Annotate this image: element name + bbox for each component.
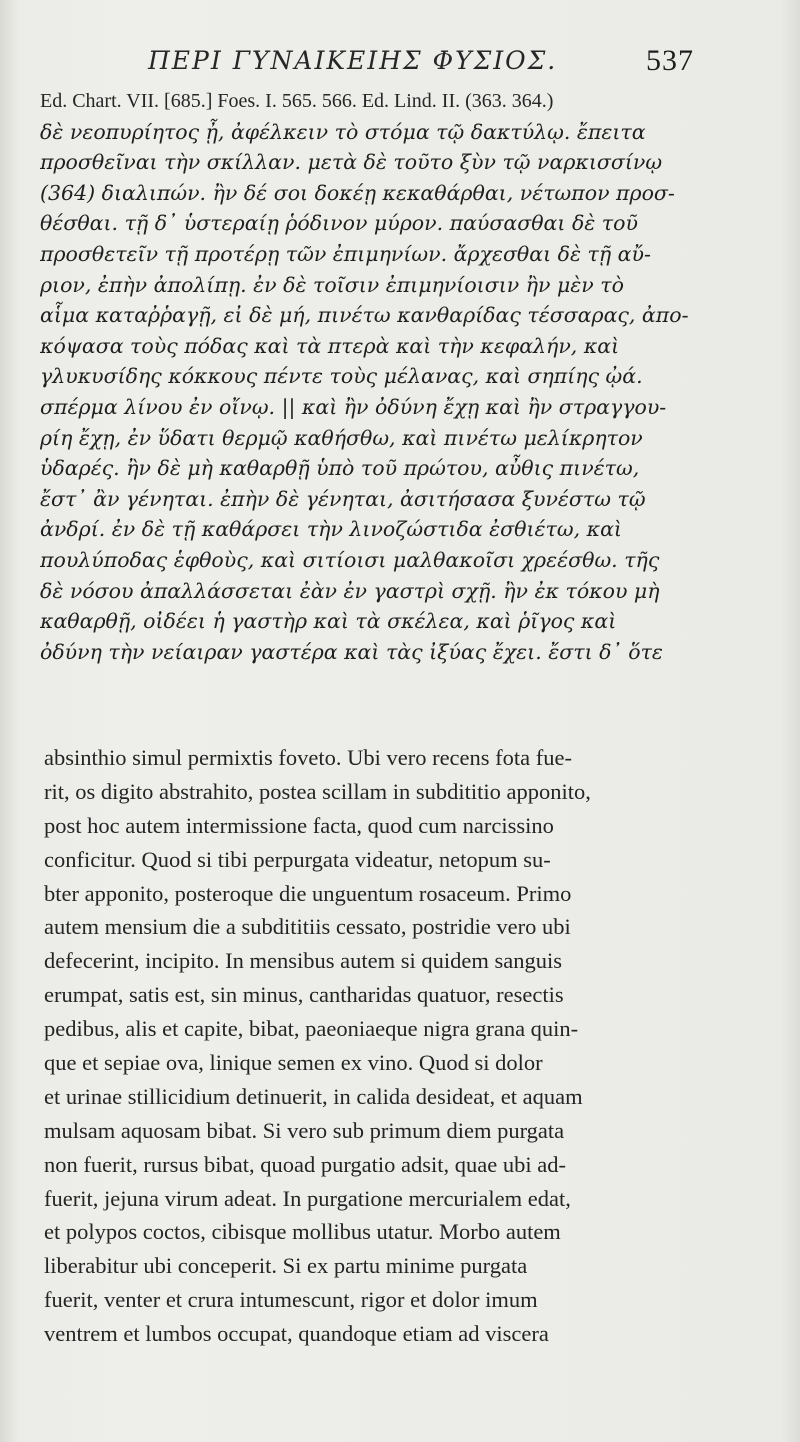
latin-line: pedibus, alis et capite, bibat, paeoniaeque nigra grana quin- <box>44 1016 579 1042</box>
page-header <box>0 0 800 100</box>
latin-line: post hoc autem intermissione facta, quod cum narcissino <box>44 812 554 838</box>
latin-text-block <box>44 741 774 1351</box>
greek-line: κόψασα τοὺς πόδας καὶ τὰ πτερὰ καὶ τὴν κεφαλήν, καὶ <box>40 333 620 358</box>
latin-line: fuerit, venter et crura intumescunt, rigor et dolor imum <box>44 1287 538 1313</box>
greek-line: πουλύποδας ἑφθοὺς, καὶ σιτίοισι μαλθακοῖσι χρεέσθω. τῆς <box>40 547 660 572</box>
greek-line: θέσθαι. τῇ δ᾽ ὑστεραίῃ ῥόδινον μύρον. παύσασθαι δὲ τοῦ <box>40 211 638 236</box>
latin-line: et polypos coctos, cibisque mollibus utatur. Morbo autem <box>44 1219 561 1245</box>
latin-line: non fuerit, rursus bibat, quoad purgatio adsit, quae ubi ad- <box>44 1151 566 1177</box>
latin-line: et urinae stillicidium detinuerit, in calida desideat, et aquam <box>44 1083 583 1109</box>
latin-line: que et sepiae ova, linique semen ex vino. Quod si dolor <box>44 1050 543 1076</box>
greek-line: ὑδαρές. ἢν δὲ μὴ καθαρθῇ ὑπὸ τοῦ πρώτου, αὖθις πινέτω, <box>40 456 640 481</box>
latin-line: conficitur. Quod si tibi perpurgata videatur, netopum su- <box>44 846 551 872</box>
greek-line: ἀνδρί. ἐν δὲ τῇ καθάρσει τὴν λινοζώστιδα ἐσθιέτω, καὶ <box>40 517 622 542</box>
greek-line: σπέρμα λίνου ἐν οἴνῳ. || καὶ ἢν ὀδύνη ἔχῃ καὶ ἢν στραγγου- <box>40 394 667 419</box>
greek-line: δὲ νόσου ἀπαλλάσσεται ἐὰν ἐν γαστρὶ σχῇ. ἢν ἐκ τόκου μὴ <box>40 578 660 603</box>
greek-line: (364) διαλιπών. ἢν δέ σοι δοκέῃ κεκαθάρθαι, νέτωπον προσ- <box>40 180 675 205</box>
running-title: ΠΕΡΙ ΓΥΝΑΙΚΕΙΗΣ ΦΥΣΙΟΣ. <box>148 46 558 75</box>
greek-line: καθαρθῇ, οἰδέει ἡ γαστὴρ καὶ τὰ σκέλεα, καὶ ῥῖγος καὶ <box>40 609 617 634</box>
latin-line: bter apponito, posteroque die unguentum rosaceum. Primo <box>44 880 572 906</box>
latin-line: erumpat, satis est, sin minus, cantharidas quatuor, resectis <box>44 982 564 1008</box>
greek-line: γλυκυσίδης κόκκους πέντε τοὺς μέλανας, καὶ σηπίης ᾠά. <box>40 364 643 389</box>
latin-line: absinthio simul permixtis foveto. Ubi vero recens fota fue- <box>44 745 572 770</box>
latin-line: mulsam aquosam bibat. Si vero sub primum diem purgata <box>44 1117 565 1143</box>
greek-line: δὲ νεοπυρίητος ᾖ, ἀφέλκειν τὸ στόμα τῷ δακτύλῳ. ἔπειτα <box>40 119 646 144</box>
latin-line: liberabitur ubi conceperit. Si ex partu minime purgata <box>44 1253 528 1279</box>
latin-line: defecerint, incipito. In mensibus autem si quidem sanguis <box>44 948 563 974</box>
edition-references: Ed. Chart. VII. [685.] Foes. I. 565. 566. Ed. Lind. II. (363. 364.) <box>40 90 554 112</box>
greek-line: ἔστ᾽ ἂν γένηται. ἐπὴν δὲ γένηται, ἀσιτήσασα ξυνέστω τῷ <box>40 486 646 511</box>
greek-line: ὀδύνη τὴν νείαιραν γαστέρα καὶ τὰς ἰξύας ἔχει. ἔστι δ᾽ ὅτε <box>40 639 663 664</box>
greek-text-block <box>40 86 770 667</box>
latin-line: rit, os digito abstrahito, postea scillam in subdititio apponito, <box>44 778 591 804</box>
greek-line: προσθετεῖν τῇ προτέρῃ τῶν ἐπιμηνίων. ἄρχεσθαι δὲ τῇ αὔ- <box>40 241 651 266</box>
greek-line: αἷμα καταῤῥαγῇ, εἰ δὲ μή, πινέτω κανθαρίδας τέσσαρας, ἀπο- <box>40 303 689 328</box>
latin-line: fuerit, jejuna virum adeat. In purgatione mercurialem edat, <box>44 1185 571 1211</box>
latin-line: autem mensium die a subdititiis cessato, postridie vero ubi <box>44 914 571 940</box>
latin-line: ventrem et lumbos occupat, quandoque etiam ad viscera <box>44 1321 549 1347</box>
greek-line: ρίη ἔχῃ, ἐν ὕδατι θερμῷ καθήσθω, καὶ πινέτω μελίκρητον <box>40 425 643 450</box>
page-number: 537 <box>646 44 694 77</box>
greek-line: προσθεῖναι τὴν σκίλλαν. μετὰ δὲ τοῦτο ξὺν τῷ ναρκισσίνῳ <box>40 150 663 175</box>
greek-line: ριον, ἐπὴν ἀπολίπῃ. ἐν δὲ τοῖσιν ἐπιμηνίοισιν ἢν μὲν τὸ <box>40 272 624 297</box>
